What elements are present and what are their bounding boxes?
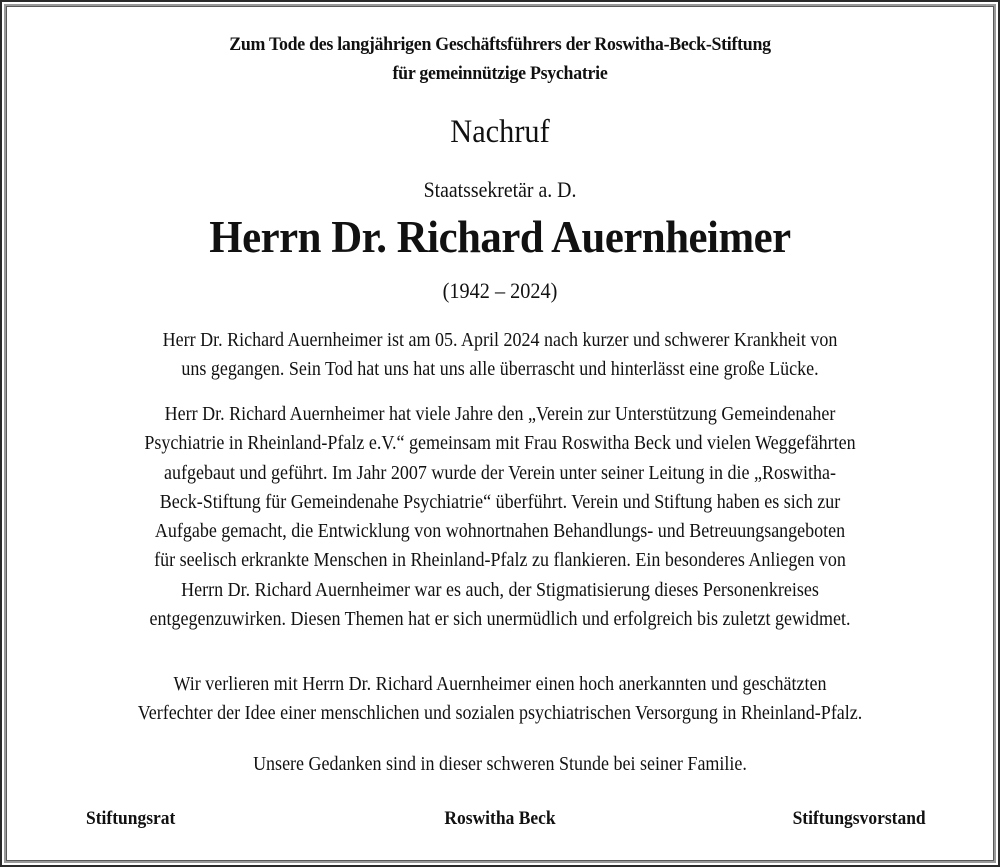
signature-stiftungsrat: Stiftungsrat	[86, 808, 176, 829]
body-paragraph-1	[0, 326, 1000, 385]
text-line: entgegenzuwirken. Diesen Themen hat er sich unermüdlich und erfolgreich bis zuletzt gewidmet.	[149, 608, 851, 631]
header-line-2: für gemeinnützige Psychatrie	[392, 63, 608, 84]
text-line: uns gegangen. Sein Tod hat uns hat uns alle überrascht und hinterlässt eine große Lücke.	[181, 358, 819, 381]
text-line: Herr Dr. Richard Auernheimer ist am 05. April 2024 nach kurzer und schwerer Krankheit von	[162, 329, 838, 351]
text-line: Psychiatrie in Rheinland-Pfalz e.V.“ gemeinsam mit Frau Roswitha Beck und vielen Weggefährten	[144, 432, 856, 455]
text-line: Herrn Dr. Richard Auernheimer war es auch, der Stigmatisierung dieses Personenkreises	[181, 578, 819, 601]
signature-stiftungsvorstand: Stiftungsvorstand	[792, 808, 926, 829]
body-paragraph-4	[0, 750, 1000, 779]
text-line: Aufgabe gemacht, die Entwicklung von wohnortnahen Behandlungs- und Betreuungsangeboten	[154, 520, 846, 543]
text-line: Beck-Stiftung für Gemeindenahe Psychiatrie“ überführt. Verein und Stiftung haben es sich zur	[159, 490, 841, 513]
signature-row	[0, 805, 1000, 835]
body-paragraph-2	[0, 400, 1000, 634]
page-title: Nachruf	[450, 114, 550, 150]
text-line: Verfechter der Idee einer menschlichen und sozialen psychiatrischen Versorgung in Rheinland-Pfalz.	[137, 702, 863, 725]
text-line: Wir verlieren mit Herrn Dr. Richard Auernheimer einen hoch anerkannten und geschätzten	[173, 673, 827, 695]
text-line: aufgebaut und geführt. Im Jahr 2007 wurde der Verein unter seiner Leitung in die „Roswitha-	[164, 461, 836, 484]
deceased-dates: (1942 – 2024)	[442, 278, 558, 303]
deceased-name: Herrn Dr. Richard Auernheimer	[209, 211, 791, 262]
text-line: für seelisch erkrankte Menschen in Rheinland-Pfalz zu flankieren. Ein besonderes Anliegen von	[154, 549, 846, 572]
header-line-1: Zum Tode des langjährigen Geschäftsführers der Roswitha-Beck-Stiftung	[229, 34, 771, 55]
text-line: Herr Dr. Richard Auernheimer hat viele Jahre den „Verein zur Unterstützung Gemeindenaher	[164, 403, 836, 425]
text-line: Unsere Gedanken sind in dieser schweren Stunde bei seiner Familie.	[253, 753, 747, 775]
deceased-title-prefix: Staatssekretär a. D.	[423, 177, 577, 202]
signature-roswitha-beck: Roswitha Beck	[444, 808, 556, 829]
body-paragraph-3	[0, 670, 1000, 729]
